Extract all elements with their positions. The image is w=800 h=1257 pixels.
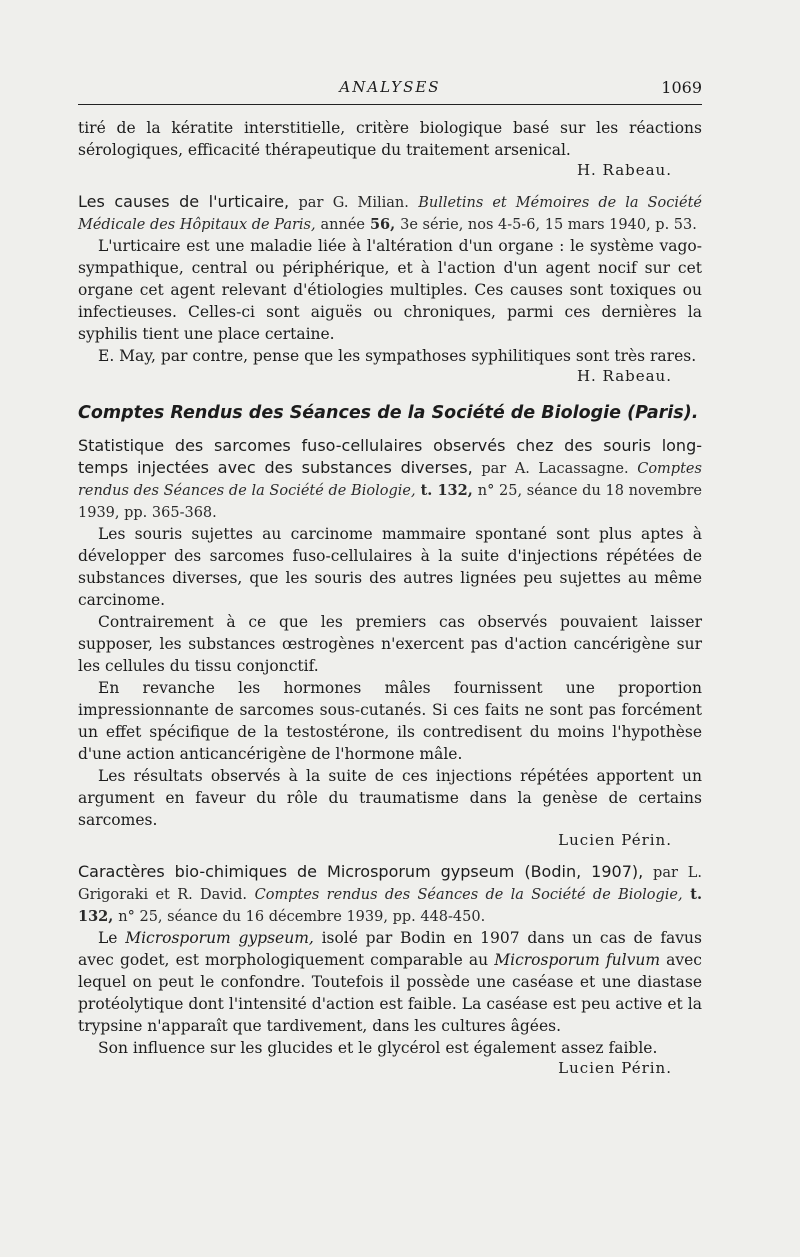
journal-page <box>78 78 702 1077</box>
article-sarcomes-para-1: Les souris sujettes au carcinome mammaire spontané sont plus aptes à développer des sarcomes fuso-cellulaires à la suite d'injections répétées de substances diverses, que les souris des autres lignées peu sujettes au même carcinome. <box>78 525 702 609</box>
article-microsporum-para-2: Son influence sur les glucides et le glycérol est également assez faible. <box>98 1039 658 1057</box>
article-urticaire-details: 3e série, nos 4-5-6, 15 mars 1940, p. 53. <box>400 217 697 233</box>
article-urticaire-author: G. Milian. <box>332 195 409 211</box>
article-urticaire <box>78 191 702 385</box>
intro-text: tiré de la kératite interstitielle, critère biologique basé sur les réactions sérologiques, efficacité thérapeutique du traitement arsenical. <box>78 119 702 159</box>
article-sarcomes-title: Statistique des sarcomes fuso-cellulaires observés chez des souris long-temps injectées avec des substances diverses, <box>78 436 702 477</box>
running-title: ANALYSES <box>339 78 441 96</box>
article-urticaire-heading <box>78 191 702 235</box>
article-sarcomes-heading <box>78 435 702 523</box>
article-microsporum-authors: L. Grigoraki et R. David. <box>78 865 702 903</box>
article-microsporum <box>78 861 702 1077</box>
article-sarcomes-journal: Comptes rendus des Séances de la Société de Biologie, <box>78 461 702 499</box>
article-urticaire-para-2: E. May, par contre, pense que les sympathoses syphilitiques sont très rares. <box>98 347 697 365</box>
intro-signature: H. Rabeau. <box>576 161 672 179</box>
article-urticaire-title: Les causes de l'urticaire, <box>78 192 290 211</box>
article-sarcomes-signature: Lucien Périn. <box>558 831 672 849</box>
article-urticaire-journal: Bulletins et Mémoires de la Société Médicale des Hôpitaux de Paris, <box>78 195 702 233</box>
para-text: isolé par Bodin en 1907 dans un cas de favus avec godet, est morphologiquement comparable au <box>78 929 702 969</box>
article-sarcomes-details: n° 25, séance du 18 novembre 1939, pp. 365-368. <box>78 483 703 521</box>
article-urticaire-signature: H. Rabeau. <box>576 367 672 385</box>
article-microsporum-details: n° 25, séance du 16 décembre 1939, pp. 448-450. <box>118 909 486 925</box>
article-sarcomes <box>78 435 702 849</box>
article-sarcomes-author: A. Lacassagne. <box>514 461 629 477</box>
par-label: par <box>653 865 678 881</box>
article-microsporum-volume: t. 132, <box>78 886 702 925</box>
article-microsporum-heading <box>78 861 702 927</box>
para-text: Le <box>98 929 118 947</box>
header-rule <box>78 104 702 105</box>
article-urticaire-para-1: L'urticaire est une maladie liée à l'altération d'un organe : le système vago-sympathique, central ou périphérique, et à l'action d'un agent nocif sur cet organe cet agent relevant d'étiologies multiples. Ces causes sont toxiques ou infectieuses. Celles-ci sont aiguës ou chroniques, parmi ces dernières la syphilis tient une place certaine. <box>78 237 702 343</box>
article-sarcomes-para-4: Les résultats observés à la suite de ces injections répétées apportent un argument en faveur du rôle du traumatisme dans la genèse de certains sarcomes. <box>78 767 702 829</box>
article-microsporum-signature: Lucien Périn. <box>558 1059 672 1077</box>
par-label: par <box>481 461 507 477</box>
article-sarcomes-volume: t. 132, <box>420 482 473 499</box>
section-heading: Comptes Rendus des Séances de la Société de Biologie (Paris). <box>78 403 699 423</box>
species-name: Microsporum gypseum, <box>125 929 314 947</box>
article-urticaire-volume: 56, <box>369 216 396 233</box>
running-head <box>78 78 702 104</box>
par-label: par <box>298 195 324 211</box>
article-microsporum-journal: Comptes rendus des Séances de la Société de Biologie, <box>254 887 683 903</box>
article-sarcomes-para-3: En revanche les hormones mâles fournissent une proportion impressionnante de sarcomes sous-cutanés. Si ces faits ne sont pas forcément un effet spécifique de la testostérone, ils contredisent du moins l'hypothèse d'une action anticancérigène de l'hormone mâle. <box>78 679 702 763</box>
article-microsporum-title: Caractères bio-chimiques de Microsporum gypseum (Bodin, 1907), <box>78 862 644 881</box>
year-label: année <box>320 217 366 233</box>
page-number: 1069 <box>661 78 702 97</box>
article-microsporum-para-1 <box>78 927 702 1037</box>
species-name: Microsporum fulvum <box>494 951 661 969</box>
para-text: avec lequel on peut le confondre. Toutefois il possède une caséase et une diastase protéolytique dont l'intensité d'action est faible. La caséase est peu active et la trypsine n'apparaît que tardivement, dans les cultures âgées. <box>78 951 702 1035</box>
article-sarcomes-para-2: Contrairement à ce que les premiers cas observés pouvaient laisser supposer, les substances œstrogènes n'exercent pas d'action cancérigène sur les cellules du tissu conjonctif. <box>78 613 702 675</box>
